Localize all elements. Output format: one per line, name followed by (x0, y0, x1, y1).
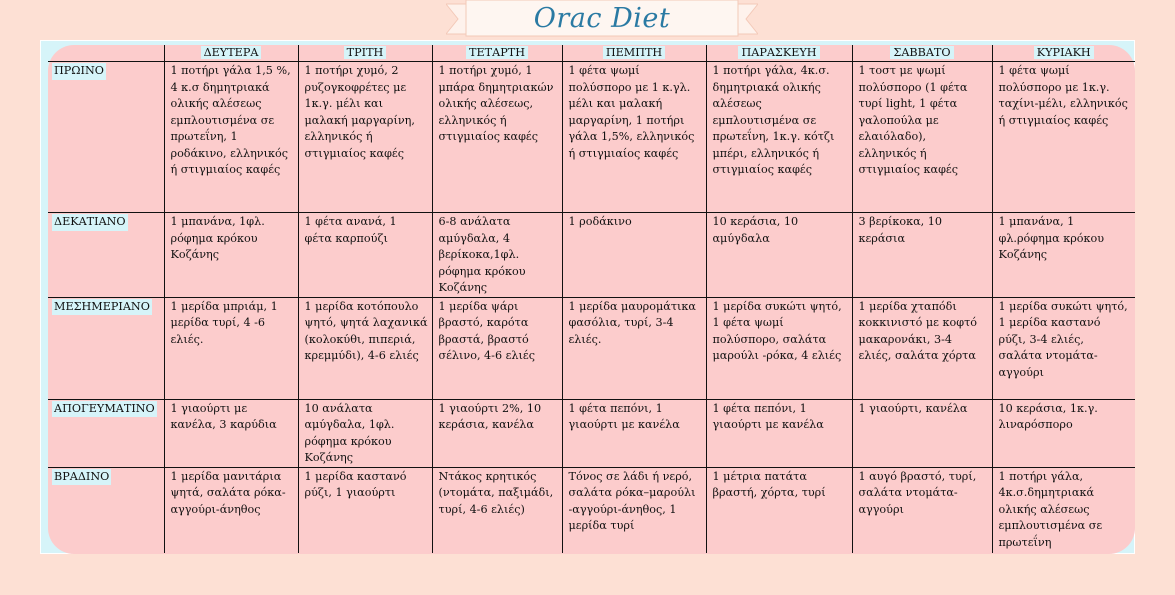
meal-cell: 1 μερίδα χταπόδι κοκκινιστό με κοφτό μακαρονάκι, 3-4 ελιές, σαλάτα χόρτα (852, 297, 992, 399)
meal-cell: 1 ποτήρι χυμό, 1 μπάρα δημητριακών ολικής αλέσεως, ελληνικός ή στιγμιαίος καφές (432, 62, 562, 213)
meal-cell: 10 κεράσια, 1κ.γ. λιναρόσπορο (992, 399, 1135, 467)
day-header: ΚΥΡΙΑΚΗ (992, 45, 1135, 62)
meal-cell: 1 ροδάκινο (562, 213, 706, 298)
meal-label-cell: ΒΡΑΔΙΝΟ (48, 467, 164, 553)
meal-cell: 1 μπανάνα, 1φλ. ρόφημα κρόκου Κοζάνης (164, 213, 298, 298)
meal-label-cell: ΠΡΩΙΝΟ (48, 62, 164, 213)
meal-row-afternoon (48, 399, 1135, 467)
day-header: ΠΕΜΠΤΗ (562, 45, 706, 62)
page-title: Orac Diet (533, 3, 671, 34)
meal-cell: 1 φέτα ανανά, 1 φέτα καρπούζι (298, 213, 432, 298)
title-banner (446, 0, 758, 40)
meal-label-cell: ΔΕΚΑΤΙΑΝΟ (48, 213, 164, 298)
day-header: ΣΑΒΒΑΤΟ (852, 45, 992, 62)
meal-cell: 1 ποτήρι γάλα, 4κ.σ. δημητριακά ολικής αλέσεως εμπλουτισμένα σε πρωτεΐνη, 1κ.γ. κότζι μπέρι, ελληνικός ή στιγμιαίος καφές (706, 62, 852, 213)
meal-cell: 1 φέτα ψωμί πολύσπορο με 1 κ.γλ. μέλι και μαλακή μαργαρίνη, 1 ποτήρι γάλα 1,5%, ελληνικός ή στιγμιαίος καφές (562, 62, 706, 213)
day-header: ΤΕΤΑΡΤΗ (432, 45, 562, 62)
meal-cell: 1 φέτα πεπόνι, 1 γιαούρτι με κανέλα (706, 399, 852, 467)
meal-cell: 1 μερίδα μαυρομάτικα φασόλια, τυρί, 3-4 ελιές. (562, 297, 706, 399)
meal-cell: 1 γιαούρτι 2%, 10 κεράσια, κανέλα (432, 399, 562, 467)
meal-cell: 1 φέτα πεπόνι, 1 γιαούρτι με κανέλα (562, 399, 706, 467)
meal-cell: Τόνος σε λάδι ή νερό, σαλάτα ρόκα–μαρούλι -αγγούρι-άνηθος, 1 μερίδα τυρί (562, 467, 706, 553)
meal-cell: 3 βερίκοκα, 10 κεράσια (852, 213, 992, 298)
meal-cell: 1 αυγό βραστό, τυρί, σαλάτα ντομάτα-αγγούρι (852, 467, 992, 553)
meal-cell: 1 γιαούρτι, κανέλα (852, 399, 992, 467)
day-header: ΔΕΥΤΕΡΑ (164, 45, 298, 62)
meal-cell: 1 μπανάνα, 1 φλ.ρόφημα κρόκου Κοζάνης (992, 213, 1135, 298)
meal-cell: 1 μερίδα συκώτι ψητό, 1 μερίδα καστανό ρύζι, 3-4 ελιές, σαλάτα ντομάτα-αγγούρι (992, 297, 1135, 399)
meal-cell: 1 γιαούρτι με κανέλα, 3 καρύδια (164, 399, 298, 467)
meal-plan-table (48, 45, 1135, 553)
meal-cell: 1 μερίδα μπριάμ, 1 μερίδα τυρί, 4 -6 ελιές. (164, 297, 298, 399)
meal-cell: 1 μέτρια πατάτα βραστή, χόρτα, τυρί (706, 467, 852, 553)
meal-row-snack (48, 213, 1135, 298)
meal-cell: 1 ποτήρι γάλα 1,5 %, 4 κ.σ δημητριακά ολικής αλέσεως εμπλουτισμένα σε πρωτεΐνη, 1 ροδάκινο, ελληνικός ή στιγμιαίος καφές (164, 62, 298, 213)
meal-cell: 1 ποτήρι χυμό, 2 ρυζογκοφρέτες με 1κ.γ. μέλι και μαλακή μαργαρίνη, ελληνικός ή στιγμιαίος καφές (298, 62, 432, 213)
meal-row-breakfast (48, 62, 1135, 213)
day-header: ΤΡΙΤΗ (298, 45, 432, 62)
meal-cell: 1 μερίδα καστανό ρύζι, 1 γιαούρτι (298, 467, 432, 553)
meal-cell: 1 τοστ με ψωμί πολύσπορο (1 φέτα τυρί light, 1 φέτα γαλοπούλα με ελαιόλαδο), ελληνικός ή στιγμιαίος καφές (852, 62, 992, 213)
meal-row-dinner (48, 467, 1135, 553)
header-row (48, 45, 1135, 62)
meal-cell: 10 ανάλατα αμύγδαλα, 1φλ. ρόφημα κρόκου Κοζάνης (298, 399, 432, 467)
meal-cell: 1 μερίδα συκώτι ψητό, 1 φέτα ψωμί πολύσπορο, σαλάτα μαρούλι -ρόκα, 4 ελιές (706, 297, 852, 399)
meal-cell: 1 μερίδα ψάρι βραστό, καρότα βραστά, βραστό σέλινο, 4-6 ελιές (432, 297, 562, 399)
meal-label-cell: ΑΠΟΓΕΥΜΑΤΙΝΟ (48, 399, 164, 467)
day-header: ΠΑΡΑΣΚΕΥΗ (706, 45, 852, 62)
meal-row-lunch (48, 297, 1135, 399)
meal-cell: 1 ποτήρι γάλα, 4κ.σ.δημητριακά ολικής αλέσεως εμπλουτισμένα σε πρωτεΐνη (992, 467, 1135, 553)
meal-cell: 6-8 ανάλατα αμύγδαλα, 4 βερίκοκα,1φλ. ρόφημα κρόκου Κοζάνης (432, 213, 562, 298)
corner-cell (48, 45, 164, 62)
meal-cell: 1 φέτα ψωμί πολύσπορο με 1κ.γ. ταχίνι-μέλι, ελληνικός ή στιγμιαίος καφές (992, 62, 1135, 213)
meal-cell: 1 μερίδα κοτόπουλο ψητό, ψητά λαχανικά (κολοκύθι, πιπεριά, κρεμμύδι), 4-6 ελιές (298, 297, 432, 399)
meal-cell: Ντάκος κρητικός (ντομάτα, παξιμάδι, τυρί, 4-6 ελιές) (432, 467, 562, 553)
meal-cell: 1 μερίδα μανιτάρια ψητά, σαλάτα ρόκα-αγγούρι-άνηθος (164, 467, 298, 553)
meal-label-cell: ΜΕΣΗΜΕΡΙΑΝΟ (48, 297, 164, 399)
meal-cell: 10 κεράσια, 10 αμύγδαλα (706, 213, 852, 298)
